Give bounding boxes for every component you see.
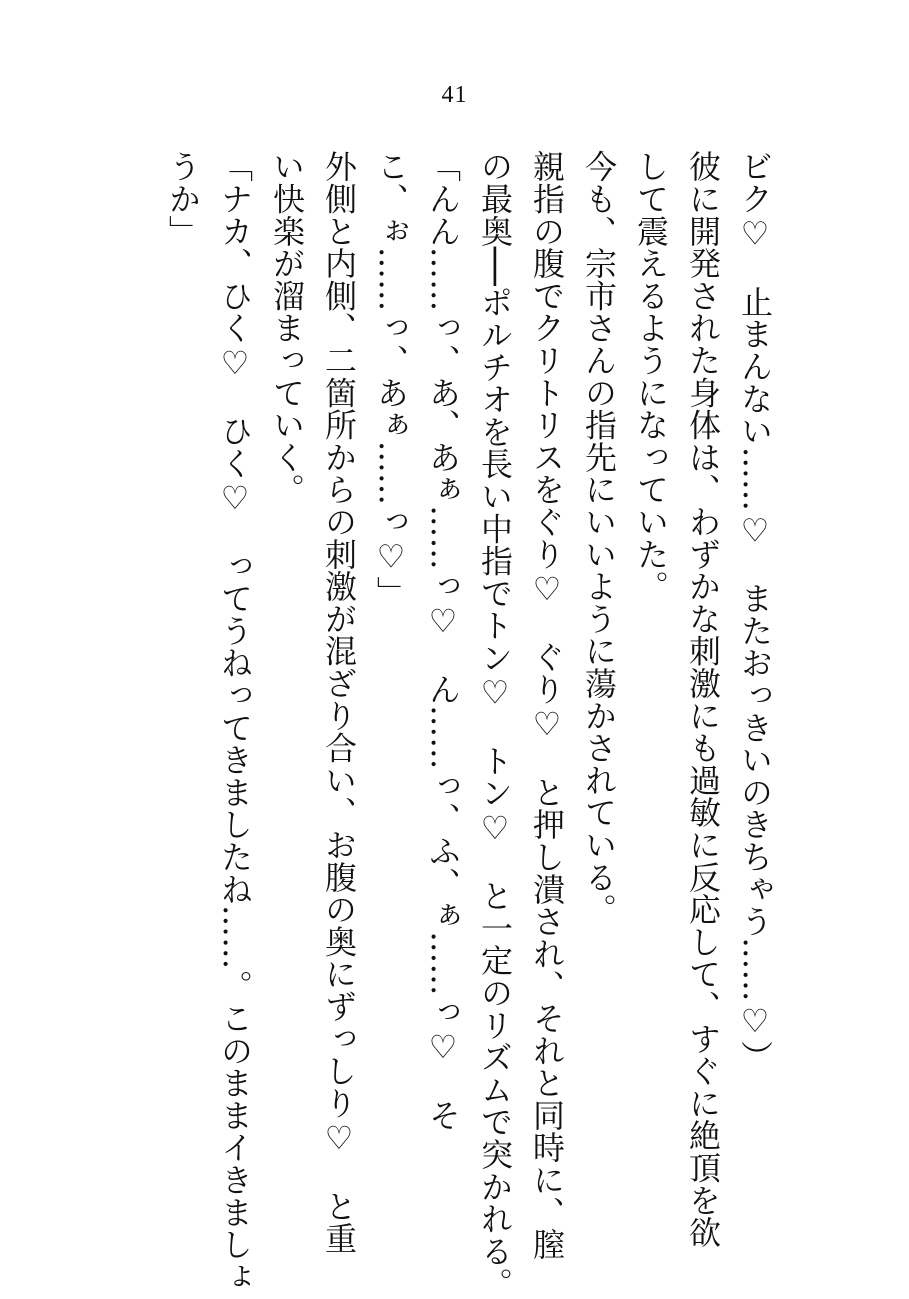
- body-text: [121, 150, 781, 1299]
- text-line-5: 親指の腹でクリトリスをぐり♡ ぐり♡ と押し潰され、それと同時に、膣: [528, 150, 566, 1261]
- text-line-12: うか」: [164, 150, 202, 247]
- text-line-11: 「ナカ、ひく♡ ひく♡ ってうねってきましたね……。このままイきましょ: [216, 150, 254, 1293]
- text-line-1: ビク♡ 止まんない……♡ またおっきいのきちゃう……♡）: [736, 150, 774, 1073]
- page-number: 41: [441, 82, 468, 108]
- text-line-6: の最奥──ポルチオを長い中指でトン♡ トン♡ と一定のリズムで突かれる。: [476, 150, 514, 1299]
- text-line-8: こ、ぉ……っ、あぁ……っ♡」: [372, 150, 410, 609]
- text-line-2: 彼に開発された身体は、わずかな刺激にも過敏に反応して、すぐに絶頂を欲: [684, 150, 722, 1249]
- text-line-3: して震えるようになっていた。: [632, 150, 670, 603]
- text-line-7: 「んん……っ、あ、あぁ……っ♡ ん……っ、ふ、ぁ……っ♡ そ: [424, 150, 462, 1131]
- text-line-9: 外側と内側、二箇所からの刺激が混ざり合い、お腹の奥にずっしり♡ と重: [320, 150, 358, 1255]
- text-line-4: 今も、宗市さんの指先にいいように蕩かされている。: [580, 150, 618, 926]
- text-line-10: い快楽が溜まっていく。: [268, 150, 306, 506]
